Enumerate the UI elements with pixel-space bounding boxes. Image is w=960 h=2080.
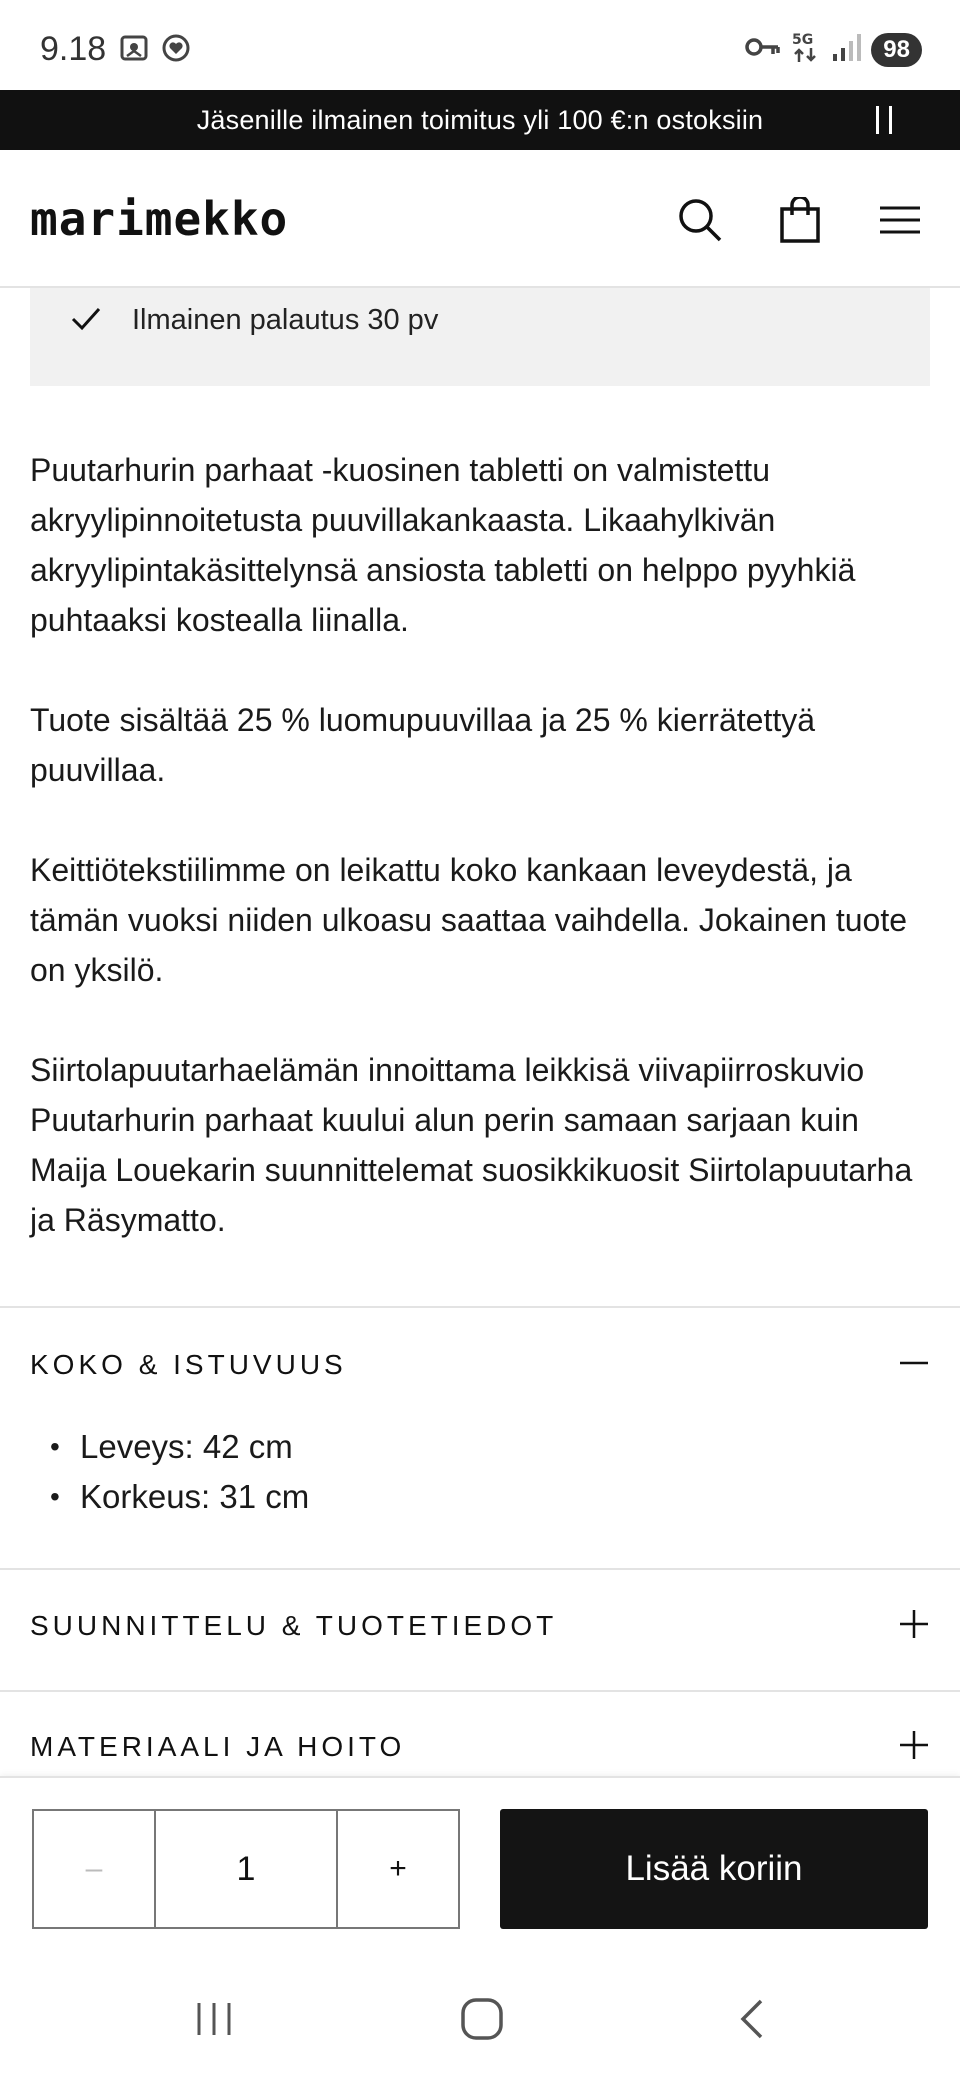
add-to-cart-button[interactable]: Lisää koriin	[500, 1809, 928, 1929]
divider	[0, 1690, 960, 1692]
plus-icon[interactable]	[898, 1729, 930, 1766]
checkmark-icon	[70, 302, 102, 339]
description-paragraph: Keittiötekstiilimme on leikattu koko kankaan leveydestä, ja tämän vuoksi niiden ulkoasu saattaa vaihdella. Jokainen tuote on yksilö.	[30, 852, 908, 988]
key-icon	[745, 35, 781, 64]
list-item: • Leveys: 42 cm	[50, 1422, 309, 1472]
status-bar	[0, 0, 960, 90]
shopping-bag-icon[interactable]	[772, 192, 828, 248]
accordion-title: SUUNNITTELU & TUOTETIEDOT	[30, 1610, 558, 1641]
search-icon[interactable]	[672, 192, 728, 248]
status-time: 9.18	[40, 30, 107, 68]
plus-icon[interactable]	[898, 1608, 930, 1645]
screenshot-icon	[118, 32, 150, 69]
home-icon[interactable]	[452, 1994, 512, 2044]
description-paragraph: Tuote sisältää 25 % luomupuuvillaa ja 25 % kierrätettyä puuvillaa.	[30, 702, 816, 788]
quantity-input[interactable]	[156, 1811, 338, 1927]
accordion-title: KOKO & ISTUVUUS	[30, 1349, 347, 1380]
product-description	[30, 445, 940, 1295]
increment-button[interactable]: +	[389, 1852, 407, 1885]
recents-icon[interactable]	[184, 1994, 244, 2044]
description-paragraph: Puutarhurin parhaat -kuosinen tabletti on valmistettu akryylipinnoitetusta puuvillakankaasta. Likaahylkivän akryylipintakäsittelynsä ansiosta tabletti on helppo pyyhkiä puhtaaksi kostealla liinalla.	[30, 452, 856, 638]
5g-icon	[791, 30, 821, 69]
pause-icon[interactable]	[876, 106, 892, 134]
list-item: • Korkeus: 31 cm	[50, 1472, 309, 1522]
menu-icon[interactable]	[872, 192, 928, 248]
accordion-material-care[interactable]	[30, 1722, 930, 1772]
feature-box	[30, 288, 930, 386]
accordion-design-details[interactable]	[30, 1601, 930, 1651]
site-header	[0, 150, 960, 288]
back-icon[interactable]	[722, 1994, 782, 2044]
system-nav-bar	[0, 1958, 960, 2080]
promo-banner	[0, 90, 960, 150]
promo-text: Jäsenille ilmainen toimitus yli 100 €:n ostoksiin	[196, 104, 764, 135]
minus-icon[interactable]	[898, 1347, 930, 1384]
signal-icon	[831, 32, 861, 67]
divider	[0, 1306, 960, 1308]
description-paragraph: Siirtolapuutarhaelämän innoittama leikkisä viivapiirroskuvio Puutarhurin parhaat kuului alun perin samaan sarjaan kuin Maija Louekarin suunnittelemat suosikkikuosit Siirtolapuutarha ja Räsymatto.	[30, 1052, 913, 1238]
marimekko-logo[interactable]: marimekko	[30, 192, 289, 246]
size-list	[50, 1422, 309, 1522]
add-to-cart-bar	[0, 1776, 960, 1958]
divider	[0, 1568, 960, 1570]
heart-badge-icon	[160, 32, 192, 69]
svg-text:5G: 5G	[792, 32, 814, 48]
feature-text: Ilmainen palautus 30 pv	[132, 304, 439, 336]
decrement-button[interactable]: –	[34, 1811, 156, 1927]
feature-item	[70, 302, 438, 339]
quantity-stepper	[32, 1809, 460, 1929]
battery-level: 98	[871, 33, 922, 67]
accordion-size-fit[interactable]	[30, 1340, 930, 1390]
accordion-title: MATERIAALI JA HOITO	[30, 1731, 406, 1762]
